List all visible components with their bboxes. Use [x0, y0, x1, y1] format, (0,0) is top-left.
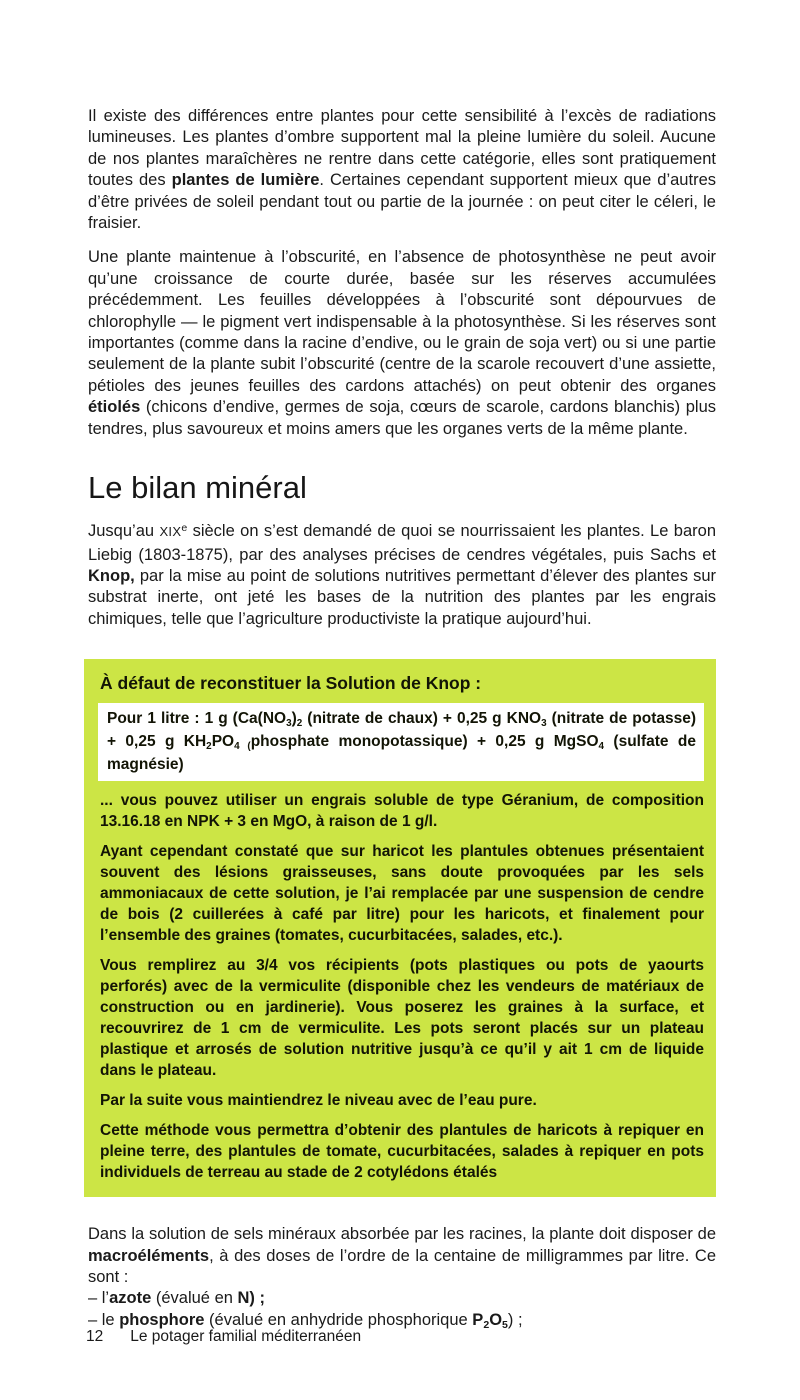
list-item-phosphore: – le phosphore (évalué en anhydride phosphorique P2O5) ; — [88, 1310, 523, 1331]
list-item-azote: – l’azote (évalué en N) ; — [88, 1289, 266, 1308]
paragraph-light-sensitivity: Il existe des différences entre plantes pour cette sensibilité à l’excès de radiations lumineuses. Les plantes d’ombre supportent mal la pleine lumière du soleil. Aucune de nos plantes maraîchères ne rentre dans cette catégorie, elles sont pratiquement toutes des plantes de lumière. Certaines cependant supportent mieux que d’autres d’être privées de soleil pendant tout ou partie de la journée : on peut citer le céleri, le fraisier. — [88, 107, 716, 233]
knop-box-paragraph-vermiculite: Vous remplirez au 3/4 vos récipients (pots plastiques ou pots de yaourts perforés) avec de la vermiculite (disponible chez les vendeurs de matériaux de construction ou en jardinerie). Vous poserez les graines à la surface, et recouvrirez de 1 cm de vermiculite. Les pots seront placés sur un plateau plastique et arrosés de solution nutritive jusqu’à ce qu’il y ait 1 cm de liquide dans le plateau. — [100, 957, 704, 1080]
knop-box-paragraph-geranium: ... vous pouvez utiliser un engrais soluble de type Géranium, de composition 13.16.18 en NPK + 3 en MgO, à raison de 1 g/l. — [100, 792, 704, 831]
section-heading-bilan-mineral: Le bilan minéral — [88, 470, 307, 506]
running-title: Le potager familial méditerranéen — [130, 1328, 362, 1345]
paragraph-darkness-etiolation: Une plante maintenue à l’obscurité, en l’absence de photosynthèse ne peut avoir qu’une croissance de courte durée, basée sur les réserves accumulées précédemment. Les feuilles développées à l’obscurité sont dépourvues de chlorophylle — le pigment vert indispensable à la photosynthèse. Si les réserves sont importantes (comme dans la racine d’endive, ou le grain de soja vert) ou si une partie seulement de la plante subit l’obscurité (centre de la scarole recouvert d’une assiette, pétioles des jeunes feuilles des cardons attachés) on peut obtenir des organes étiolés (chicons d’endive, germes de soja, cœurs de scarole, cardons blanchis) plus tendres, plus savoureux et moins amers que les organes verts de la même plante. — [88, 248, 716, 438]
knop-recipe-formula: Pour 1 litre : 1 g (Ca(NO3)2 (nitrate de chaux) + 0,25 g KNO3 (nitrate de potasse) + 0,25 g KH2PO4 (phosphate monopotassique) + 0,25 g MgSO4 (sulfate de magnésie) — [98, 703, 704, 781]
page-number: 12 — [86, 1328, 104, 1345]
paragraph-macroelements: Dans la solution de sels minéraux absorbée par les racines, la plante doit disposer de macroéléments, à des doses de l’ordre de la centaine de milligrammes par litre. Ce sont : — [88, 1225, 716, 1286]
page-footer — [86, 1328, 361, 1346]
knop-box-title: À défaut de reconstituer la Solution de Knop : — [100, 673, 482, 694]
paragraph-liebig-knop: Jusqu’au XIXe siècle on s’est demandé de quoi se nourrissaient les plantes. Le baron Liebig (1803-1875), par des analyses précises de cendres végétales, puis Sachs et Knop, par la mise au point de solutions nutritives permettant d’élever des plantes sur substrat inerte, ont jeté les bases de la nutrition des plantes par les engrais chimiques, telle que l’agriculture productiviste la pratique aujourd’hui. — [88, 522, 716, 628]
knop-box-paragraph-haricot: Ayant cependant constaté que sur haricot les plantules obtenues présentaient souvent des lésions graisseuses, sans doute provoquées par les sels ammoniacaux de cette solution, je l’ai remplacée par une suspension de cendre de bois (2 cuillerées à café par litre) pour les haricots, et finalement pour l’ensemble des graines (tomates, cucurbitacées, salades, etc.). — [100, 843, 704, 945]
knop-solution-highlight-box — [84, 659, 716, 1197]
knop-box-paragraph-eau-pure: Par la suite vous maintiendrez le niveau avec de l’eau pure. — [100, 1092, 537, 1110]
knop-box-paragraph-methode: Cette méthode vous permettra d’obtenir des plantules de haricots à repiquer en pleine terre, des plantules de tomate, cucurbitacées, salades à repiquer en pots individuels de terreau au stade de 2 cotylédons étalés — [100, 1122, 704, 1182]
